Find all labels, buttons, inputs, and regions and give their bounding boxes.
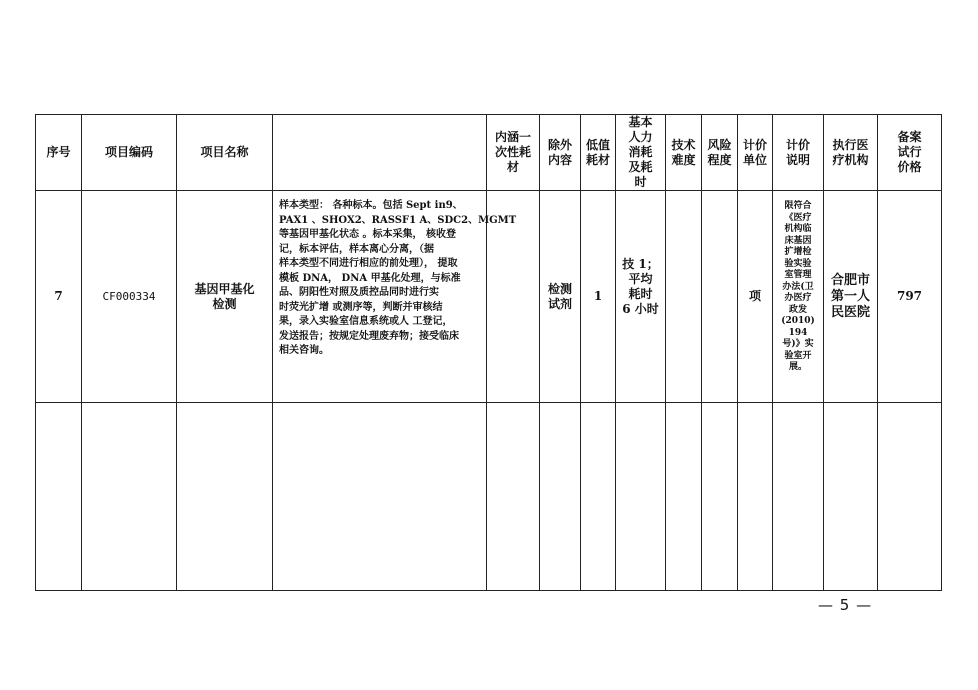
cell-excluded: 检测 试剂 [540,191,581,403]
cell-seq: 7 [36,191,82,403]
header-difficulty: 技术 难度 [666,115,702,191]
cell-risk [702,191,738,403]
header-row [36,115,942,191]
cell-labor: 技 1； 平均 耗时 6 小时 [616,191,666,403]
table-row [36,191,942,403]
header-unit: 计价 单位 [738,115,773,191]
page-number: — 5 — [818,596,873,614]
cell-low-value: 1 [581,191,616,403]
cell-price: 797 [878,191,942,403]
cell-description: 样本类型： 各种标本。包括 Sept in9、 PAX1 、SHOX2、RASSF1 A、SDC2、MGMT 等基因甲基化状态 。标本采集， 核收登 记，标本评估，样本离心分离，（据 样本类型不同进行相应的前处理）， 提取 模板 DNA， DNA 甲基化处理，与标准 品、阴阳性对照及质控品同时进行实 时荧光扩增 或测序等，判断并审核结 果，录入实验室信息系统或人 工登记， 发送报告；按规定处理废弃物；接受临床 相关咨询。 [273,191,487,403]
cell-unit: 项 [738,191,773,403]
header-low-value: 低值 耗材 [581,115,616,191]
header-risk: 风险 程度 [702,115,738,191]
cell-institution: 合肥市 第一人 民医院 [824,191,878,403]
header-pricing-note: 计价 说明 [773,115,824,191]
header-code: 项目编码 [82,115,177,191]
header-institution: 执行医 疗机构 [824,115,878,191]
header-seq: 序号 [36,115,82,191]
fee-table [35,114,942,591]
cell-name: 基因甲基化 检测 [177,191,273,403]
cell-code: CF000334 [82,191,177,403]
header-content [273,115,487,191]
cell-pricing-note: 限符合 《医疗 机构临 床基因 扩增检 验实验 室管理 办法(卫 办医疗 政发 (2010) 194 号)》实 验室开 展。 [773,191,824,403]
cell-difficulty [666,191,702,403]
header-labor: 基本 人力 消耗 及耗 时 [616,115,666,191]
header-price: 备案 试行 价格 [878,115,942,191]
table-row-empty [36,403,942,591]
header-excluded: 除外 内容 [540,115,581,191]
header-consumables: 内涵一 次性耗 材 [487,115,540,191]
header-name: 项目名称 [177,115,273,191]
